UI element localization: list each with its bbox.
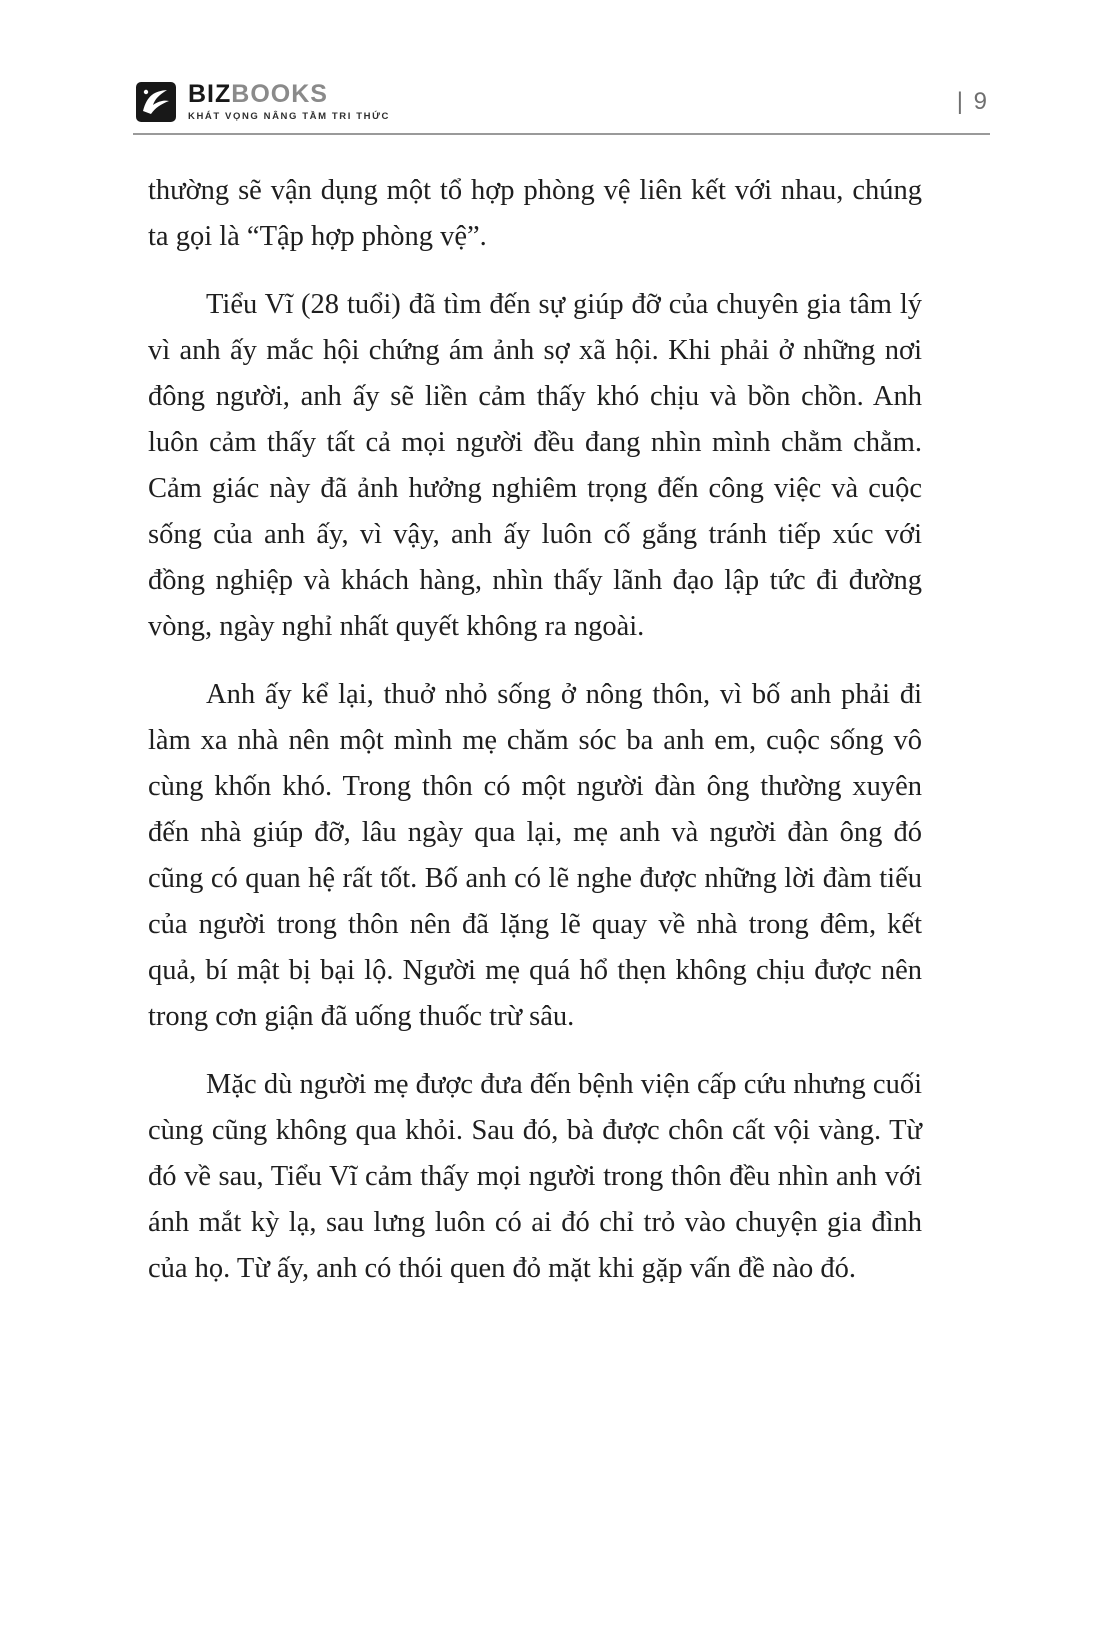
brand-text xyxy=(188,82,390,122)
body-paragraph: Anh ấy kể lại, thuở nhỏ sống ở nông thôn, vì bố anh phải đi làm xa nhà nên một mình mẹ chăm sóc ba anh em, cuộc sống vô cùng khốn khó. Trong thôn có một người đàn ông thường xuyên đến nhà giúp đỡ, lâu ngày qua lại, mẹ anh và người đàn ông đó cũng có quan hệ rất tốt. Bố anh có lẽ nghe được những lời đàm tiếu của người trong thôn nên đã lặng lẽ quay về nhà trong đêm, kết quả, bí mật bị bại lộ. Người mẹ quá hổ thẹn không chịu được nên trong cơn giận đã uống thuốc trừ sâu. xyxy=(148,679,922,1032)
brand-name-books: BOOKS xyxy=(231,80,328,109)
header-divider xyxy=(133,133,990,135)
page-number: | 9 xyxy=(956,88,989,115)
brand-tagline: KHÁT VỌNG NÂNG TẦM TRI THỨC xyxy=(188,111,391,123)
publisher-brand xyxy=(135,81,390,123)
brand-name-biz: BIZ xyxy=(188,80,232,109)
page-header xyxy=(135,76,989,128)
bizbooks-logo-icon xyxy=(135,81,177,123)
body-text xyxy=(148,168,922,1314)
body-paragraph: Tiểu Vĩ (28 tuổi) đã tìm đến sự giúp đỡ của chuyên gia tâm lý vì anh ấy mắc hội chứng ám ảnh sợ xã hội. Khi phải ở những nơi đông người, anh ấy sẽ liền cảm thấy khó chịu và bồn chồn. Anh luôn cảm thấy tất cả mọi người đều đang nhìn mình chằm chằm. Cảm giác này đã ảnh hưởng nghiêm trọng đến công việc và cuộc sống của anh ấy, vì vậy, anh ấy luôn cố gắng tránh tiếp xúc với đồng nghiệp và khách hàng, nhìn thấy lãnh đạo lập tức đi đường vòng, ngày nghỉ nhất quyết không ra ngoài. xyxy=(148,289,922,642)
brand-name xyxy=(188,82,390,107)
body-paragraph: Mặc dù người mẹ được đưa đến bệnh viện cấp cứu nhưng cuối cùng cũng không qua khỏi. Sau đó, bà được chôn cất vội vàng. Từ đó về sau, Tiểu Vĩ cảm thấy mọi người trong thôn đều nhìn anh với ánh mắt kỳ lạ, sau lưng luôn có ai đó chỉ trỏ vào chuyện gia đình của họ. Từ ấy, anh có thói quen đỏ mặt khi gặp vấn đề nào đó. xyxy=(148,1069,922,1284)
body-paragraph: thường sẽ vận dụng một tổ hợp phòng vệ liên kết với nhau, chúng ta gọi là “Tập hợp phòng vệ”. xyxy=(148,175,922,252)
